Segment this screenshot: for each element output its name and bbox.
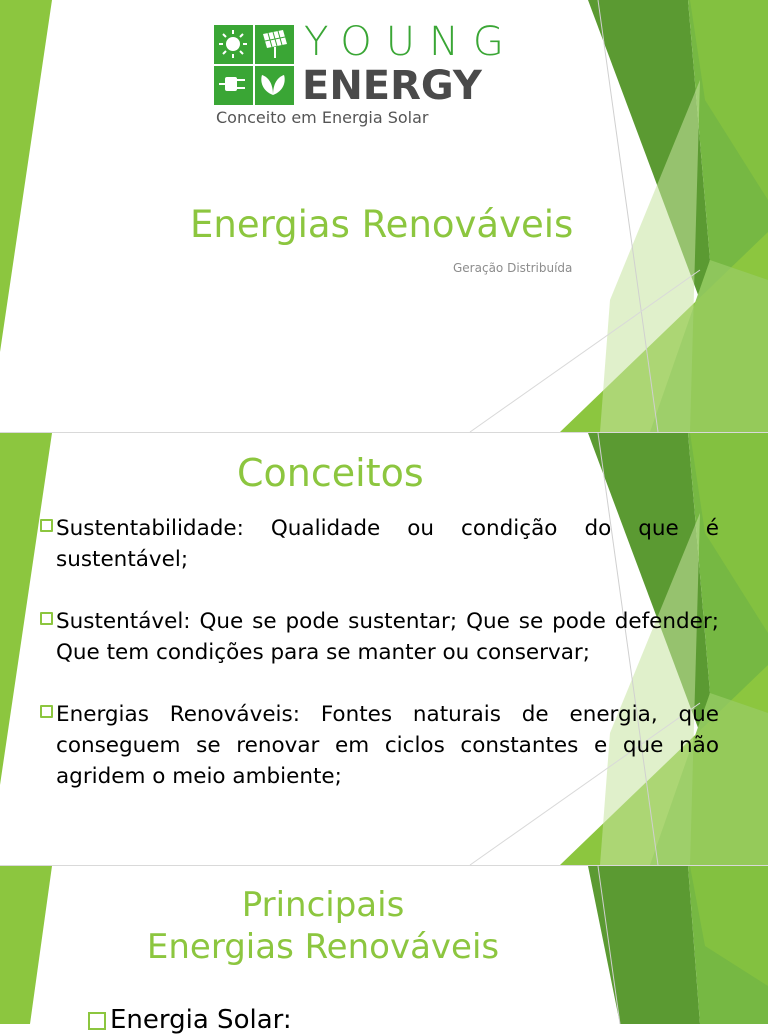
title-line-1: Principais [241, 885, 405, 925]
main-energies-title [0, 884, 646, 968]
logo-energy-text: ENERGY [302, 63, 482, 109]
list-item-text: Energias Renováveis: Fontes naturais de energia, que conseguem se renovar em ciclos constantes e que não agridem o meio ambiente; [56, 702, 719, 789]
checkbox-bullet-icon [40, 612, 53, 625]
list-item [38, 513, 719, 575]
logo-tagline: Conceito em Energia Solar [216, 108, 429, 127]
concepts-heading: Conceitos [237, 451, 424, 495]
slide-title: Energias Renováveis [190, 203, 574, 246]
list-item-text: Sustentabilidade: Qualidade ou condição do que é sustentável; [56, 516, 719, 572]
slide-subtitle: Geração Distribuída [453, 261, 573, 275]
title-slide [0, 0, 768, 432]
list-item-text: Sustentável: Que se pode sustentar; Que se pode defender; Que tem condições para se manter ou conservar; [56, 609, 719, 665]
young-energy-logo [214, 19, 518, 132]
checkbox-bullet-icon [88, 1012, 106, 1030]
sun-icon [214, 25, 252, 63]
list-item [88, 1005, 292, 1035]
title-line-2: Energias Renováveis [146, 927, 500, 967]
checkbox-bullet-icon [40, 519, 53, 532]
logo-mark [214, 25, 294, 105]
plug-icon [214, 65, 252, 103]
list-item-text: Energia Solar: [110, 1005, 292, 1035]
leaf-icon [254, 65, 292, 103]
list-item [38, 606, 719, 668]
checkbox-bullet-icon [40, 705, 53, 718]
concepts-list [38, 513, 719, 792]
logo-young-text: YOUNG [304, 19, 518, 65]
list-item [38, 699, 719, 792]
solar-panel-icon [254, 25, 292, 63]
